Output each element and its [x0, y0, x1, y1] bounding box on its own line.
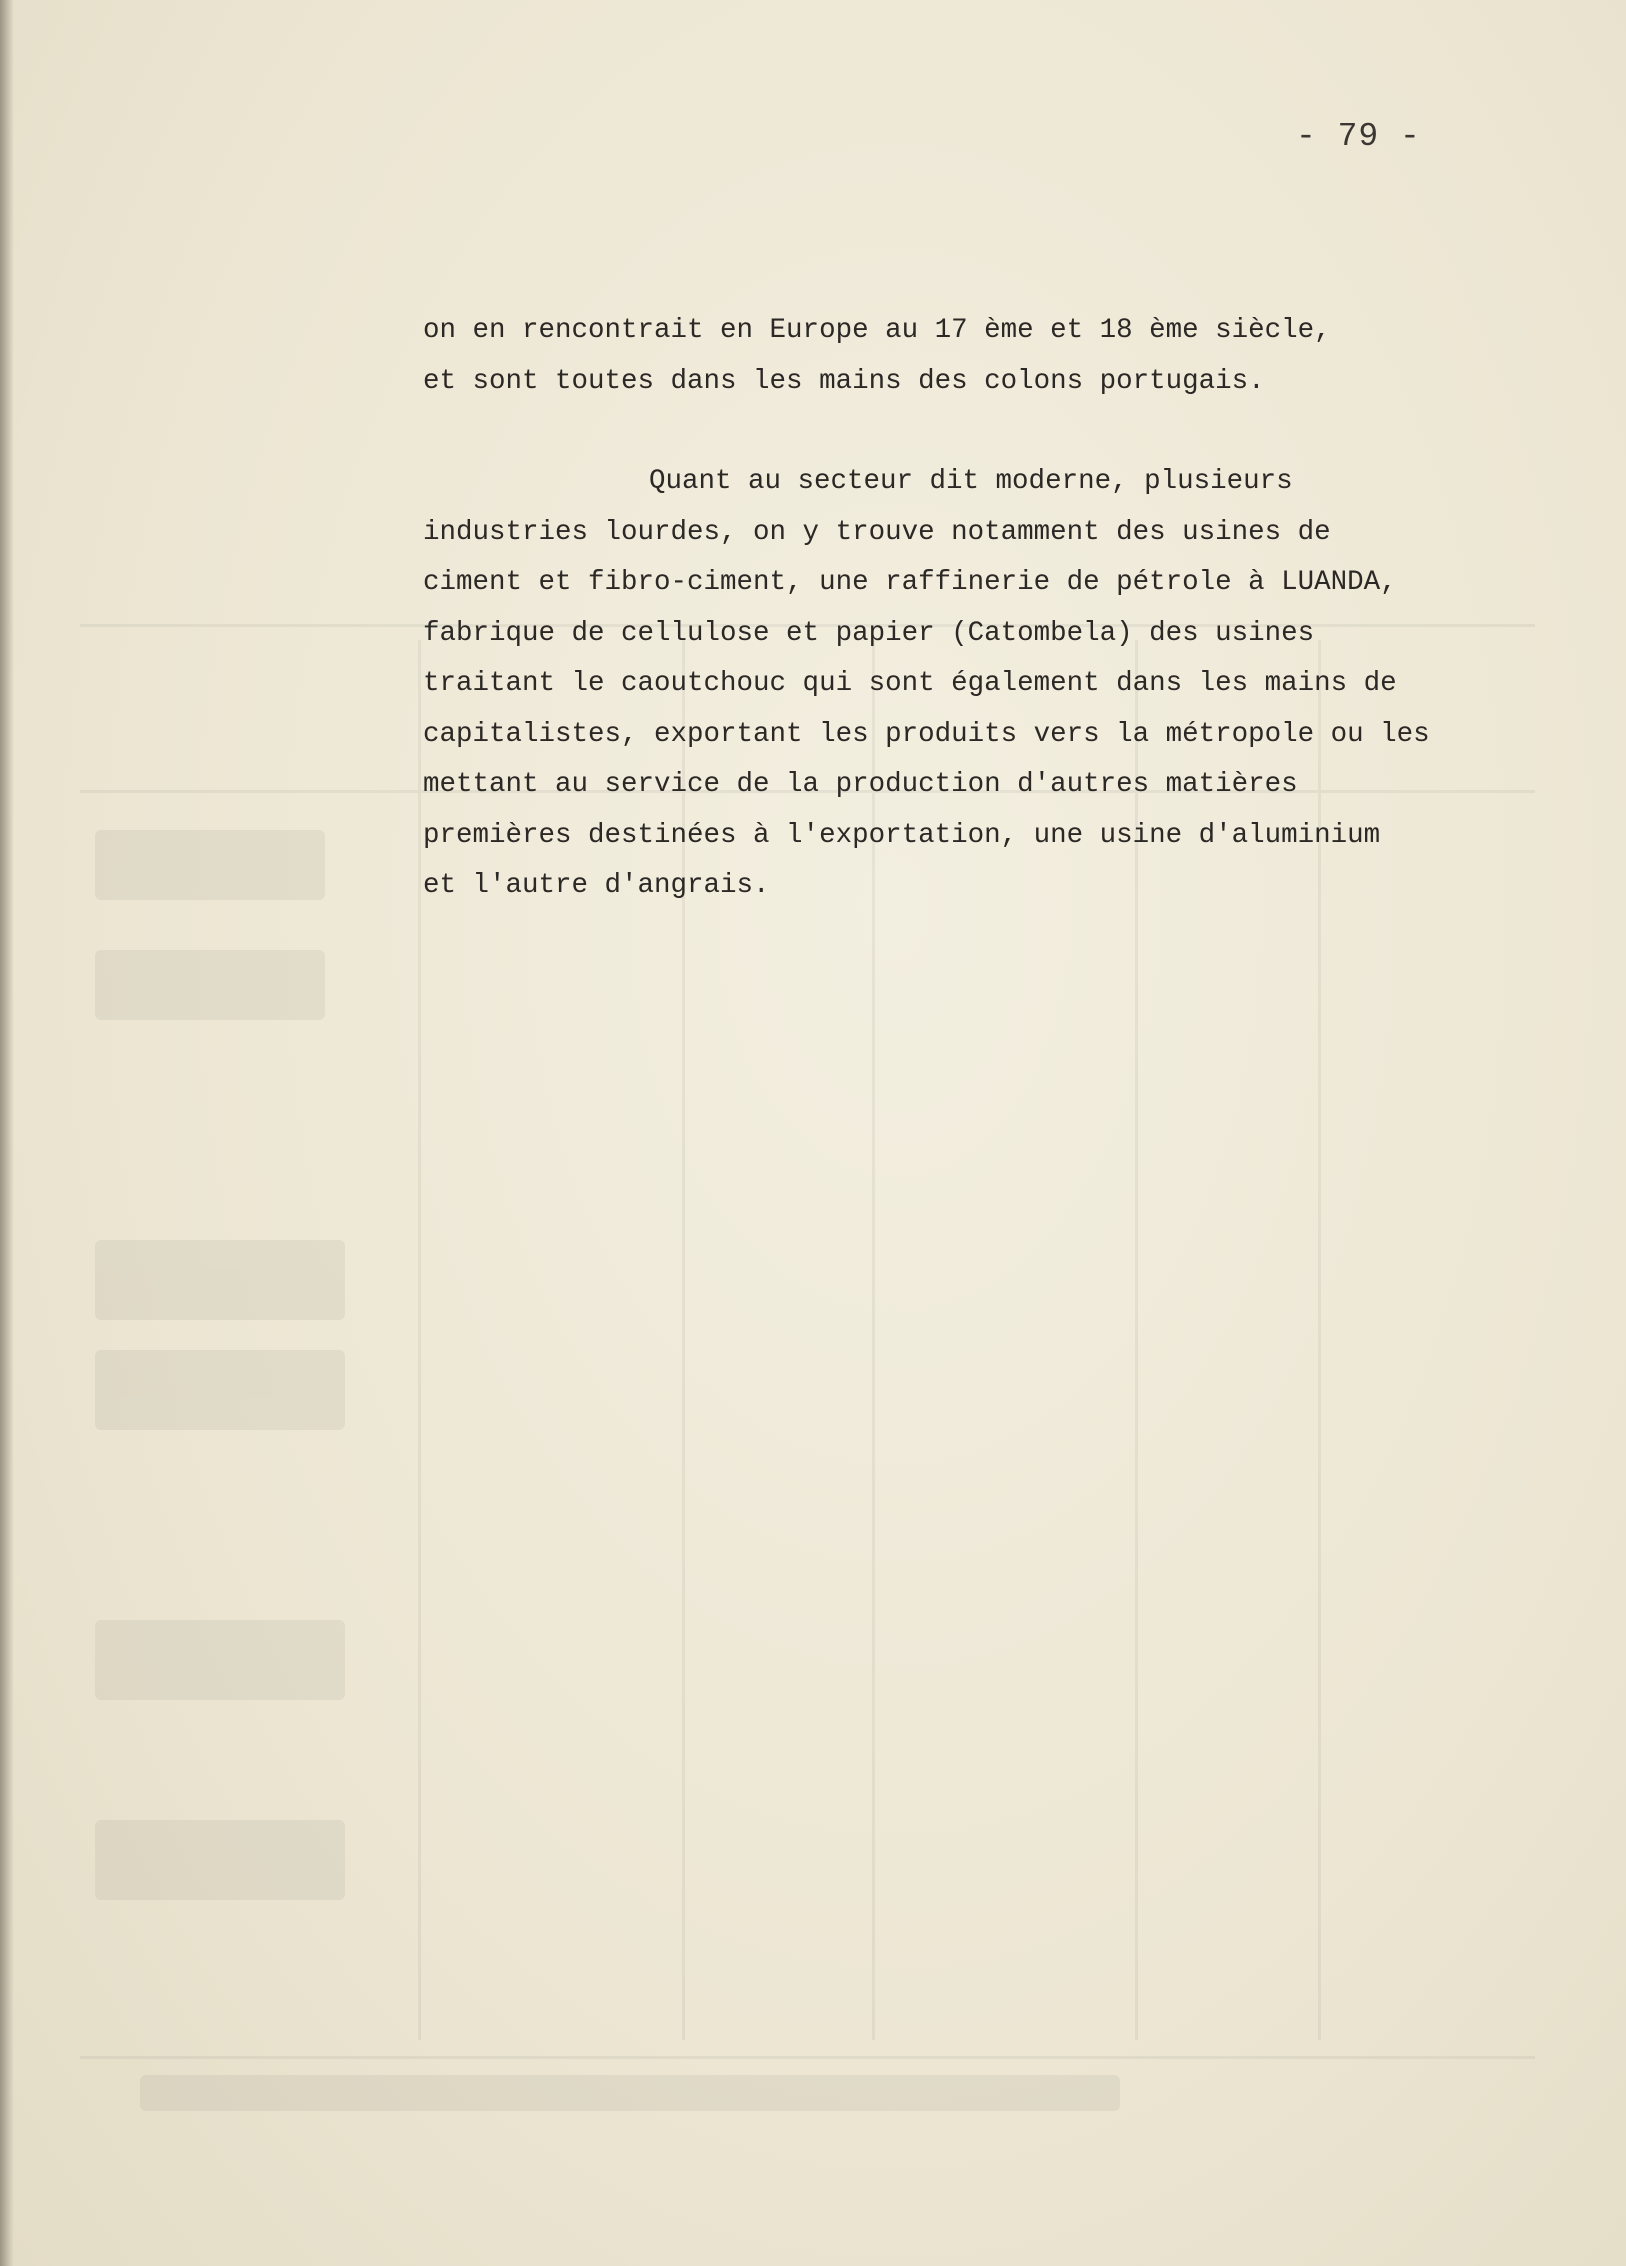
text-line: on en rencontrait en Europe au 17 ème et 18 ème siècle, — [423, 315, 1331, 346]
text-line: et l'autre d'angrais. — [423, 870, 770, 901]
binding-edge — [0, 0, 14, 2266]
text-line: fabrique de cellulose et papier (Catombela) des usines — [423, 617, 1315, 649]
paragraph-spacer — [423, 407, 1503, 457]
text-line: premières destinées à l'exportation, une usine d'aluminium — [423, 819, 1381, 851]
text-line: industries lourdes, on y trouve notamment des usines de — [423, 516, 1331, 548]
text-line: traitant le caoutchouc qui sont également dans les mains de — [423, 668, 1397, 699]
body-text — [423, 306, 1503, 912]
text-line: Quant au secteur dit moderne, plusieurs — [649, 466, 1293, 497]
paragraph — [423, 306, 1503, 407]
text-line: ciment et fibro-ciment, une raffinerie de pétrole à LUANDA, — [423, 567, 1397, 598]
page-number: - 79 - — [1296, 118, 1421, 155]
text-line: mettant au service de la production d'autres matières — [423, 769, 1298, 800]
text-line: capitalistes, exportant les produits vers la métropole ou les — [423, 718, 1430, 750]
paragraph — [423, 457, 1503, 912]
text-line: et sont toutes dans les mains des colons portugais. — [423, 365, 1265, 397]
